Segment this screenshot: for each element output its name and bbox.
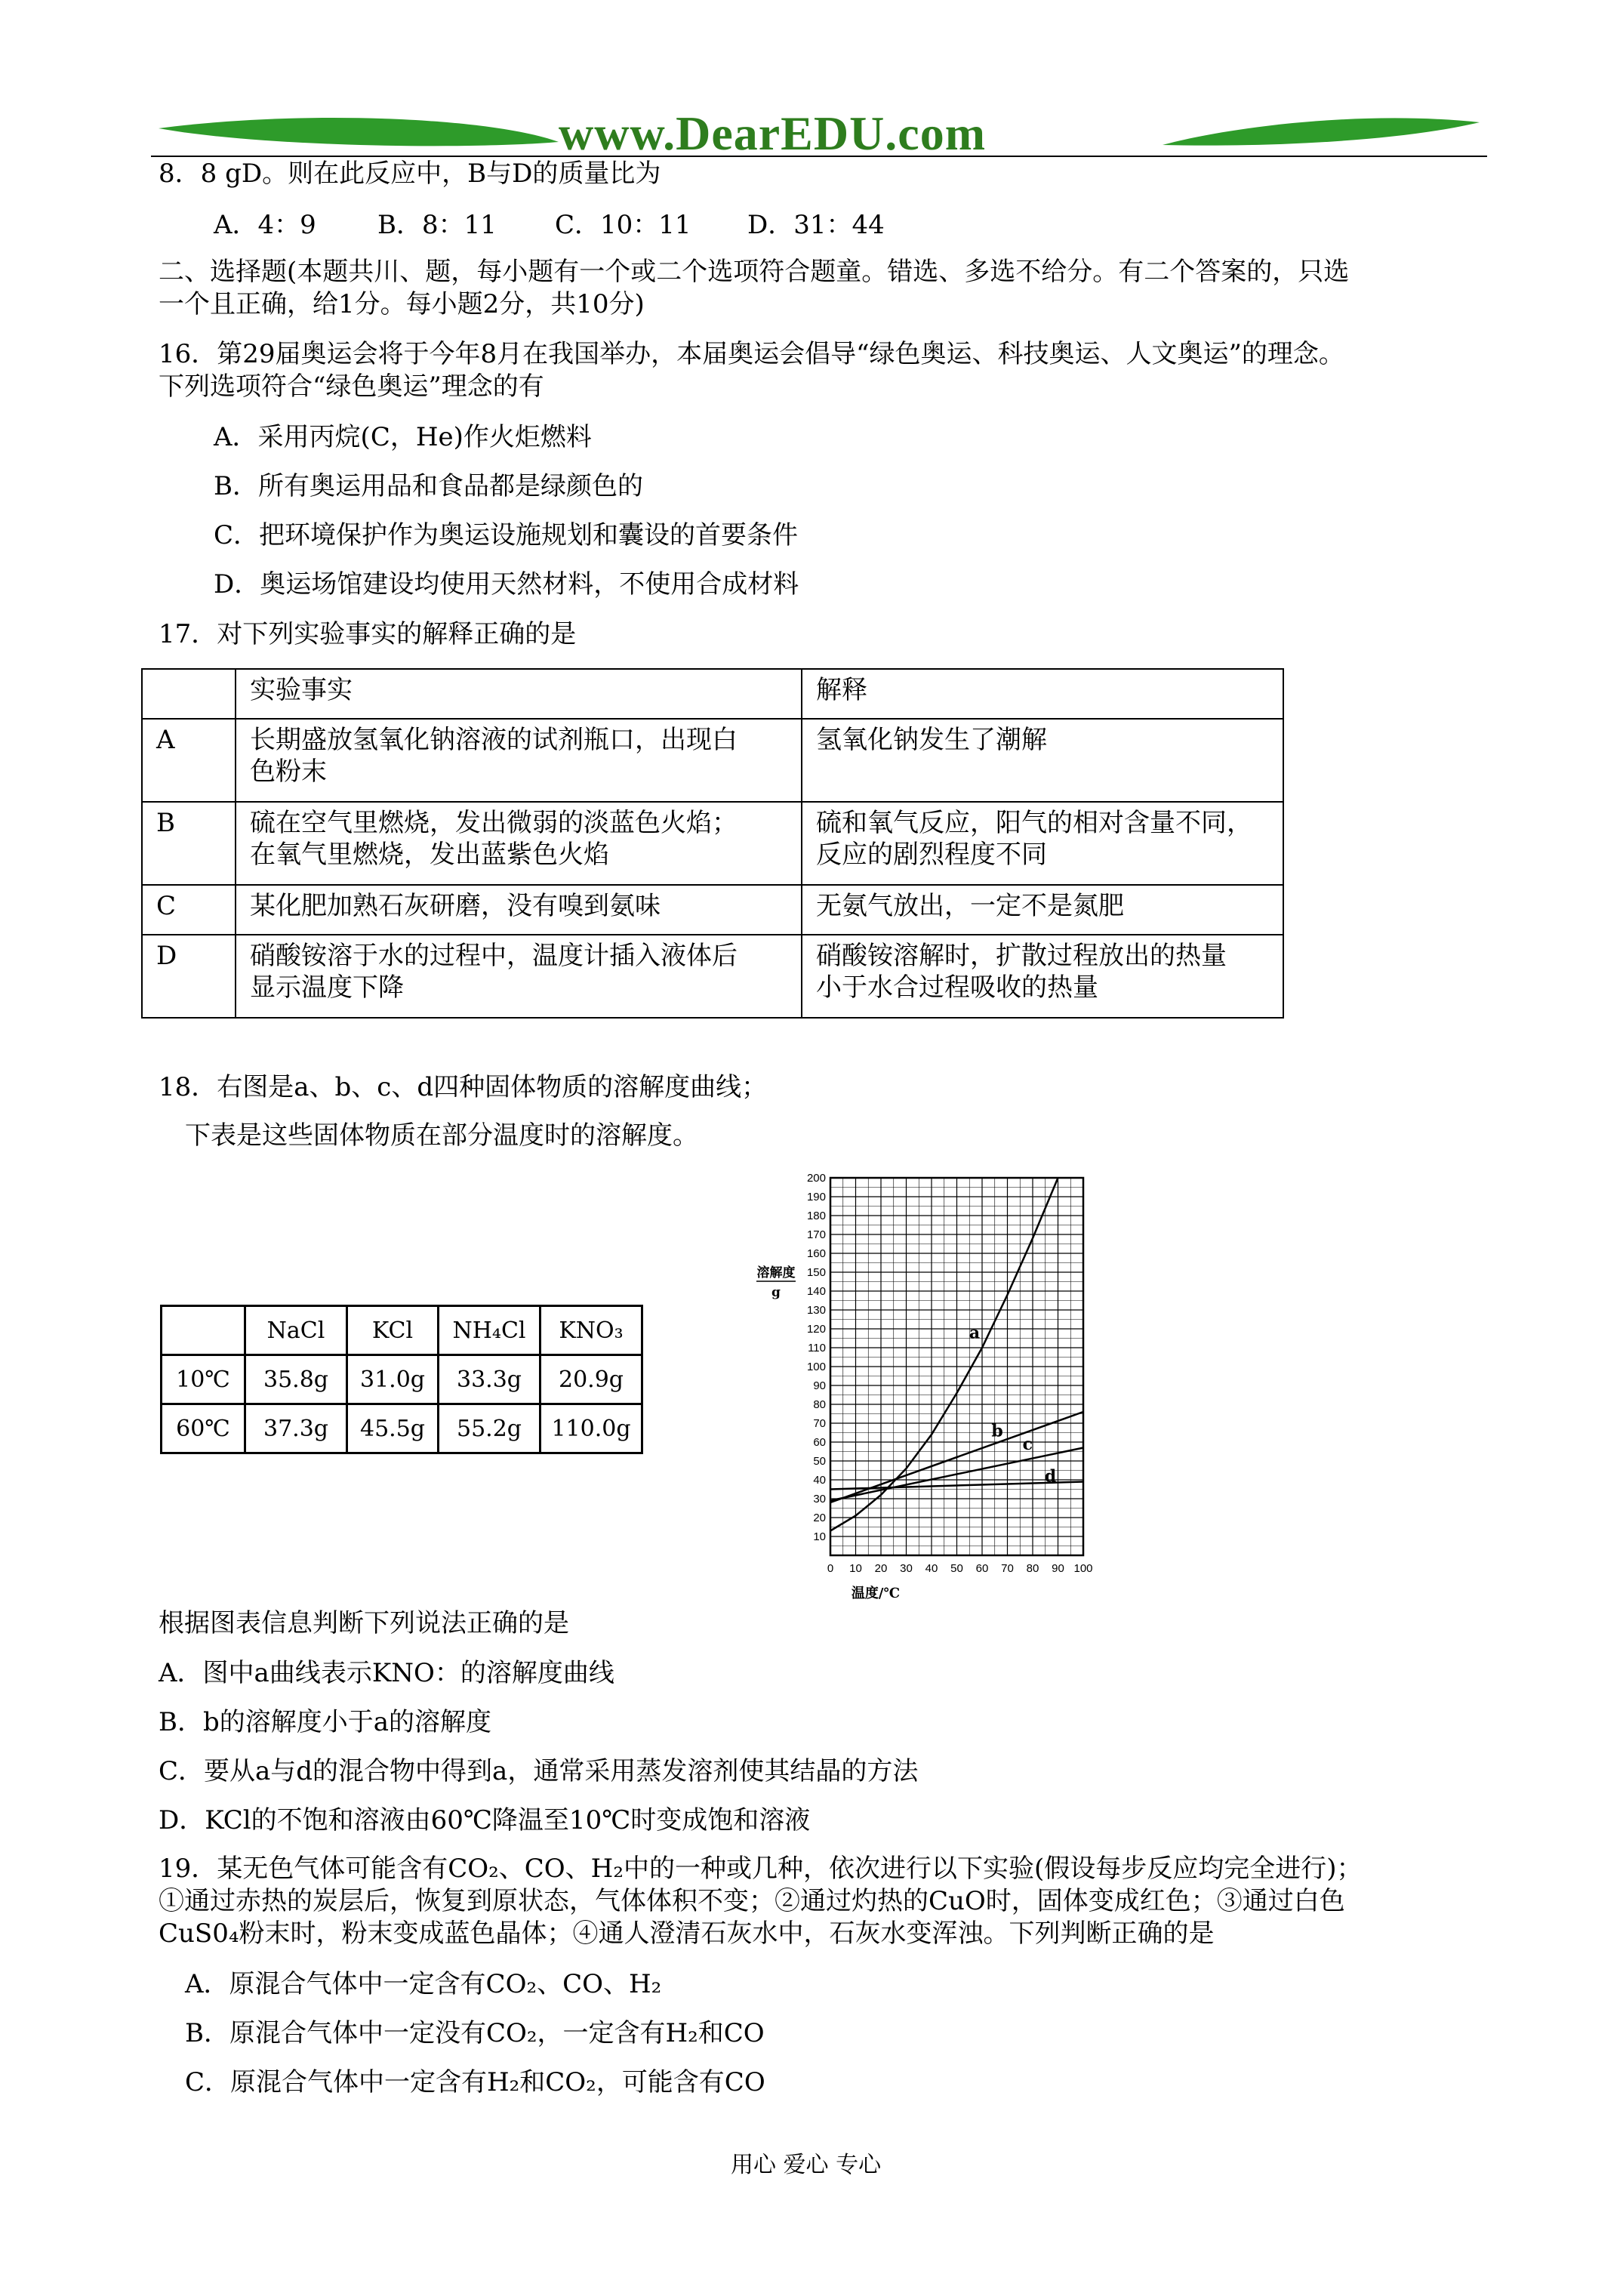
table-cell: 110.0g (540, 1404, 642, 1453)
q16-line2: 下列选项符合“绿色奥运”理念的有 (159, 371, 544, 402)
table-row (142, 802, 1283, 885)
y-tick-label: 160 (806, 1247, 826, 1260)
y-axis-unit: g (771, 1285, 781, 1300)
footer-text: 用心 爱心 专心 (731, 2152, 882, 2178)
q18-option-d: D．KCl的不饱和溶液由60℃降温至10℃时变成饱和溶液 (159, 1805, 811, 1835)
y-tick-label: 40 (813, 1474, 826, 1487)
header-cell: 实验事实 (236, 669, 802, 719)
y-tick-label: 110 (808, 1342, 826, 1354)
q19-line1: 19．某无色气体可能含有CO₂、CO、H₂中的一种或几种，依次进行以下实验(假设每步反应均完全进行)； (159, 1854, 1363, 1884)
x-axis-label: 温度/℃ (851, 1586, 901, 1601)
table-cell: 10℃ (162, 1355, 245, 1404)
q15-option-d: D．31：44 (747, 210, 885, 240)
y-tick-label: 180 (806, 1210, 826, 1222)
x-tick-label: 60 (975, 1562, 989, 1575)
y-tick-label: 60 (813, 1436, 826, 1449)
y-tick-label: 190 (806, 1191, 826, 1203)
q18-option-a: A．图中a曲线表示KNO：的溶解度曲线 (159, 1658, 614, 1688)
q16-option-d: D．奥运场馆建设均使用天然材料，不使用合成材料 (214, 569, 799, 599)
header-cell: NH₄Cl (439, 1306, 540, 1355)
table-cell: 31.0g (347, 1355, 439, 1404)
q15-text: 8．8 gD。则在此反应中，B与D的质量比为 (159, 159, 661, 189)
table-cell: 60℃ (162, 1404, 245, 1453)
table-row (142, 719, 1283, 802)
table-cell: 55.2g (439, 1404, 540, 1453)
table-row (142, 935, 1283, 1018)
q15-option-b: B．8：11 (377, 210, 497, 240)
header-cell (142, 669, 236, 719)
header-cell: KNO₃ (540, 1306, 642, 1355)
y-tick-label: 140 (806, 1285, 826, 1298)
q19-option-a: A．原混合气体中一定含有CO₂、CO、H₂ (185, 1969, 662, 1999)
fact-cell: 长期盛放氢氧化钠溶液的试剂瓶口，出现白 色粉末 (236, 719, 802, 802)
table-cell: 45.5g (347, 1404, 439, 1453)
solubility-table (160, 1305, 643, 1454)
row-label: A (142, 719, 236, 802)
explain-cell: 氢氧化钠发生了潮解 (802, 719, 1283, 802)
table-header-row (162, 1306, 642, 1355)
header-cell (162, 1306, 245, 1355)
header-cell: 解释 (802, 669, 1283, 719)
fact-cell: 硫在空气里燃烧，发出微弱的淡蓝色火焰； 在氧气里燃烧，发出蓝紫色火焰 (236, 802, 802, 885)
y-axis-label: 溶解度 (756, 1265, 796, 1281)
series-label-d: d (1044, 1466, 1057, 1487)
q19-line2: ①通过赤热的炭层后，恢复到原状态，气体体积不变；②通过灼热的CuO时，固体变成红色；③通过白色 (159, 1886, 1345, 1916)
y-tick-label: 30 (813, 1493, 826, 1505)
x-tick-label: 50 (950, 1562, 963, 1575)
table-cell: 20.9g (540, 1355, 642, 1404)
q18-stem1: 18．右图是a、b、c、d四种固体物质的溶解度曲线； (159, 1072, 768, 1102)
q16-option-b: B．所有奥运用品和食品都是绿颜色的 (214, 471, 643, 501)
x-tick-label: 70 (1001, 1562, 1014, 1575)
row-label: D (142, 935, 236, 1018)
explain-cell: 硫和氧气反应，阳气的相对含量不同， 反应的剧烈程度不同 (802, 802, 1283, 885)
series-label-c: c (1022, 1435, 1033, 1454)
y-tick-label: 150 (806, 1266, 826, 1279)
y-tick-label: 120 (806, 1323, 826, 1336)
q18-option-c: C．要从a与d的混合物中得到a，通常采用蒸发溶剂使其结晶的方法 (159, 1756, 919, 1786)
y-tick-label: 50 (813, 1455, 826, 1468)
y-tick-label: 70 (813, 1417, 826, 1430)
series-label-b: b (991, 1421, 1003, 1441)
fact-cell: 硝酸铵溶于水的过程中，温度计插入液体后 显示温度下降 (236, 935, 802, 1018)
x-tick-label: 40 (925, 1562, 938, 1575)
q15-option-c: C．10：11 (555, 210, 691, 240)
row-label: C (142, 885, 236, 935)
x-tick-label: 10 (849, 1562, 862, 1575)
x-tick-label: 0 (827, 1562, 834, 1575)
solubility-chart (740, 1163, 1117, 1601)
table-cell: 35.8g (245, 1355, 347, 1404)
x-tick-label: 100 (1073, 1562, 1093, 1575)
section2-line1: 二、选择题(本题共川、题，每小题有一个或二个选项符合题童。错选、多选不给分。有二个答案的，只选 (159, 257, 1350, 287)
explain-cell: 硝酸铵溶解时，扩散过程放出的热量 小于水合过程吸收的热量 (802, 935, 1283, 1018)
y-tick-label: 90 (813, 1379, 826, 1392)
table-row (142, 885, 1283, 935)
q15-option-a: A．4：9 (214, 210, 316, 240)
q19-option-b: B．原混合气体中一定没有CO₂，一定含有H₂和CO (185, 2018, 765, 2048)
q19-option-c: C．原混合气体中一定含有H₂和CO₂，可能含有CO (185, 2067, 765, 2097)
x-tick-label: 30 (900, 1562, 913, 1575)
site-logo[interactable]: www.DearEDU.com (559, 106, 986, 160)
table-header-row (142, 669, 1283, 719)
explain-cell: 无氨气放出，一定不是氮肥 (802, 885, 1283, 935)
header-cell: KCl (347, 1306, 439, 1355)
row-label: B (142, 802, 236, 885)
y-tick-label: 10 (813, 1530, 826, 1543)
table-row (162, 1404, 642, 1453)
y-tick-label: 100 (806, 1361, 826, 1373)
x-tick-label: 20 (874, 1562, 888, 1575)
fact-cell: 某化肥加熟石灰研磨，没有嗅到氨味 (236, 885, 802, 935)
q16-option-c: C．把环境保护作为奥运设施规划和囊设的首要条件 (214, 520, 799, 550)
q18-ask: 根据图表信息判断下列说法正确的是 (159, 1608, 569, 1638)
table-cell: 33.3g (439, 1355, 540, 1404)
x-tick-label: 90 (1052, 1562, 1064, 1575)
y-tick-label: 170 (806, 1228, 826, 1241)
q18-option-b: B．b的溶解度小于a的溶解度 (159, 1707, 492, 1737)
header-cell: NaCl (245, 1306, 347, 1355)
q19-line3: CuS0₄粉末时，粉末变成蓝色晶体；④通人澄清石灰水中，石灰水变浑浊。下列判断正确的是 (159, 1918, 1215, 1949)
q16-line1: 16．第29届奥运会将于今年8月在我国举办，本届奥运会倡导“绿色奥运、科技奥运、人文奥运”的理念。 (159, 339, 1344, 369)
q18-stem2: 下表是这些固体物质在部分温度时的溶解度。 (185, 1120, 698, 1151)
q17-table (141, 668, 1284, 1019)
section2-line2: 一个且正确，给1分。每小题2分，共10分) (159, 289, 645, 319)
x-tick-label: 80 (1026, 1562, 1039, 1575)
y-tick-label: 200 (806, 1172, 826, 1185)
y-tick-label: 130 (806, 1304, 826, 1317)
q16-option-a: A．采用丙烷(C，He)作火炬燃料 (214, 422, 592, 452)
q17-stem: 17．对下列实验事实的解释正确的是 (159, 619, 577, 649)
series-label-a: a (969, 1323, 981, 1343)
y-tick-label: 80 (813, 1398, 826, 1411)
y-tick-label: 20 (813, 1512, 826, 1524)
table-row (162, 1355, 642, 1404)
table-cell: 37.3g (245, 1404, 347, 1453)
